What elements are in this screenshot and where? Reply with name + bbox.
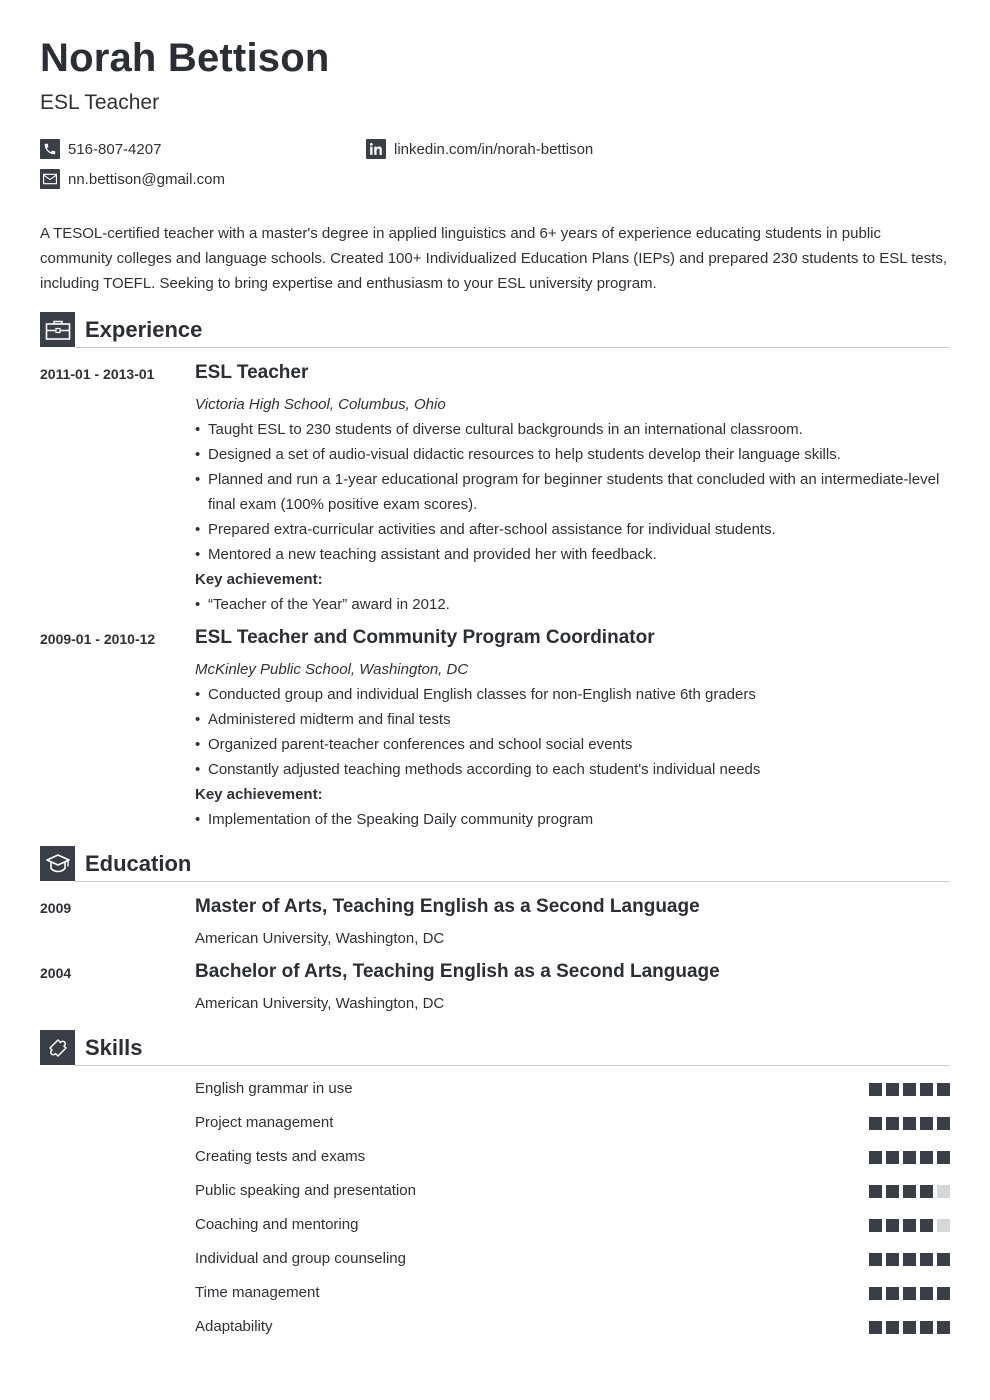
skill-rating bbox=[865, 1117, 950, 1130]
rating-square-filled bbox=[920, 1253, 933, 1266]
skill-rating bbox=[865, 1321, 950, 1334]
degree-title: Master of Arts, Teaching English as a Second Language bbox=[195, 896, 700, 917]
graduation-cap-icon bbox=[40, 846, 75, 881]
rating-square-empty bbox=[937, 1219, 950, 1232]
skill-name: Project management bbox=[195, 1114, 334, 1131]
rating-square-filled bbox=[886, 1321, 899, 1334]
rating-square-filled bbox=[937, 1117, 950, 1130]
rating-square-filled bbox=[920, 1219, 933, 1232]
list-item: • Administered midterm and final tests bbox=[195, 707, 950, 732]
experience-details bbox=[195, 627, 950, 832]
rating-square-filled bbox=[903, 1219, 916, 1232]
skill-name: Adaptability bbox=[195, 1318, 273, 1335]
skill-name: Creating tests and exams bbox=[195, 1148, 366, 1165]
experience-date: 2009-01 - 2010-12 bbox=[40, 631, 156, 647]
rating-square-filled bbox=[920, 1321, 933, 1334]
skill-row bbox=[195, 1283, 950, 1303]
puzzle-icon bbox=[40, 1030, 75, 1065]
list-item: • Implementation of the Speaking Daily community program bbox=[195, 807, 950, 832]
section-divider bbox=[75, 347, 950, 348]
skill-row bbox=[195, 1215, 950, 1235]
achievement-list bbox=[195, 592, 950, 617]
rating-square-filled bbox=[886, 1185, 899, 1198]
rating-square-filled bbox=[920, 1151, 933, 1164]
rating-square-filled bbox=[920, 1117, 933, 1130]
experience-date: 2011-01 - 2013-01 bbox=[40, 366, 155, 382]
education-date: 2004 bbox=[40, 965, 72, 981]
rating-square-filled bbox=[937, 1083, 950, 1096]
rating-square-filled bbox=[903, 1185, 916, 1198]
phone-text[interactable]: 516-807-4207 bbox=[68, 140, 162, 158]
rating-square-filled bbox=[869, 1321, 882, 1334]
rating-square-filled bbox=[869, 1151, 882, 1164]
skill-row bbox=[195, 1317, 950, 1337]
candidate-title: ESL Teacher bbox=[40, 91, 160, 114]
experience-section-header bbox=[40, 312, 950, 348]
skill-rating bbox=[865, 1185, 950, 1198]
education-heading: Education bbox=[85, 851, 192, 876]
list-item: • Designed a set of audio-visual didactic resources to help students develop their language skills. bbox=[195, 442, 950, 467]
rating-square-filled bbox=[869, 1083, 882, 1096]
employer: Victoria High School, Columbus, Ohio bbox=[195, 396, 446, 413]
list-item: • Conducted group and individual English classes for non-English native 6th graders bbox=[195, 682, 950, 707]
linkedin-text[interactable]: linkedin.com/in/norah-bettison bbox=[394, 140, 594, 158]
contact-email bbox=[40, 169, 225, 189]
skills-section-header bbox=[40, 1030, 950, 1066]
job-title: ESL Teacher and Community Program Coordinator bbox=[195, 627, 655, 648]
degree-title: Bachelor of Arts, Teaching English as a Second Language bbox=[195, 961, 720, 982]
list-item: • Constantly adjusted teaching methods according to each student's individual needs bbox=[195, 757, 950, 782]
skill-row bbox=[195, 1113, 950, 1133]
section-divider bbox=[75, 881, 950, 882]
rating-square-filled bbox=[886, 1253, 899, 1266]
education-section-header bbox=[40, 846, 950, 882]
rating-square-filled bbox=[937, 1287, 950, 1300]
skill-name: English grammar in use bbox=[195, 1080, 353, 1097]
skill-rating bbox=[865, 1151, 950, 1164]
rating-square-filled bbox=[886, 1151, 899, 1164]
rating-square-filled bbox=[920, 1185, 933, 1198]
skill-rating bbox=[865, 1287, 950, 1300]
rating-square-filled bbox=[886, 1083, 899, 1096]
rating-square-filled bbox=[903, 1151, 916, 1164]
skills-heading: Skills bbox=[85, 1035, 143, 1060]
list-item: • “Teacher of the Year” award in 2012. bbox=[195, 592, 950, 617]
list-item: • Planned and run a 1-year educational program for beginner students that concluded with an intermediate-level final exam (100% positive exam scores). bbox=[195, 467, 950, 517]
section-divider bbox=[75, 1065, 950, 1066]
rating-square-filled bbox=[903, 1321, 916, 1334]
education-details bbox=[195, 961, 950, 1016]
education-date: 2009 bbox=[40, 900, 72, 916]
rating-square-filled bbox=[869, 1185, 882, 1198]
phone-icon bbox=[40, 139, 60, 159]
profile-summary: A TESOL-certified teacher with a master's degree in applied linguistics and 6+ years of experience educating students in public community colleges and language schools. Created 100+ Individualized Education Plans (IEPs) and prepared 230 students to ESL tests, including TOEFL. Seeking to bring expertise and enthusiasm to your ESL university program. bbox=[40, 225, 948, 292]
school-name: American University, Washington, DC bbox=[195, 995, 445, 1012]
skill-name: Individual and group counseling bbox=[195, 1250, 406, 1267]
job-title: ESL Teacher bbox=[195, 362, 309, 383]
skill-row bbox=[195, 1147, 950, 1167]
skill-rating bbox=[865, 1083, 950, 1096]
achievement-list bbox=[195, 807, 950, 832]
rating-square-filled bbox=[903, 1253, 916, 1266]
list-item: • Prepared extra-curricular activities and after-school assistance for individual students. bbox=[195, 517, 950, 542]
skill-row bbox=[195, 1249, 950, 1269]
skill-name: Coaching and mentoring bbox=[195, 1216, 359, 1233]
rating-square-filled bbox=[937, 1321, 950, 1334]
email-icon bbox=[40, 169, 60, 189]
list-item: • Taught ESL to 230 students of diverse cultural backgrounds in an international classroom. bbox=[195, 417, 950, 442]
rating-square-filled bbox=[937, 1253, 950, 1266]
key-achievement-label: Key achievement: bbox=[195, 571, 323, 588]
school-name: American University, Washington, DC bbox=[195, 930, 445, 947]
rating-square-filled bbox=[920, 1287, 933, 1300]
candidate-name: Norah Bettison bbox=[40, 36, 330, 80]
rating-square-filled bbox=[886, 1117, 899, 1130]
rating-square-filled bbox=[869, 1219, 882, 1232]
rating-square-filled bbox=[869, 1287, 882, 1300]
employer: McKinley Public School, Washington, DC bbox=[195, 661, 469, 678]
key-achievement-label: Key achievement: bbox=[195, 786, 323, 803]
rating-square-filled bbox=[869, 1253, 882, 1266]
skill-rating bbox=[865, 1219, 950, 1232]
linkedin-icon bbox=[366, 139, 386, 159]
skill-rating bbox=[865, 1253, 950, 1266]
skill-row bbox=[195, 1079, 950, 1099]
list-item: • Organized parent-teacher conferences and school social events bbox=[195, 732, 950, 757]
rating-square-filled bbox=[886, 1287, 899, 1300]
skill-name: Time management bbox=[195, 1284, 320, 1301]
rating-square-filled bbox=[886, 1219, 899, 1232]
rating-square-filled bbox=[903, 1083, 916, 1096]
responsibility-list bbox=[195, 417, 950, 567]
experience-heading: Experience bbox=[85, 317, 203, 342]
contact-linkedin bbox=[366, 139, 593, 159]
rating-square-filled bbox=[869, 1117, 882, 1130]
education-details bbox=[195, 896, 950, 951]
email-text[interactable]: nn.bettison@gmail.com bbox=[68, 170, 225, 188]
rating-square-filled bbox=[903, 1287, 916, 1300]
list-item: • Mentored a new teaching assistant and provided her with feedback. bbox=[195, 542, 950, 567]
rating-square-filled bbox=[920, 1083, 933, 1096]
rating-square-filled bbox=[937, 1151, 950, 1164]
skill-row bbox=[195, 1181, 950, 1201]
briefcase-icon bbox=[40, 312, 75, 347]
contact-phone bbox=[40, 139, 161, 159]
responsibility-list bbox=[195, 682, 950, 782]
rating-square-empty bbox=[937, 1185, 950, 1198]
rating-square-filled bbox=[903, 1117, 916, 1130]
experience-details bbox=[195, 362, 950, 617]
skill-name: Public speaking and presentation bbox=[195, 1182, 416, 1199]
